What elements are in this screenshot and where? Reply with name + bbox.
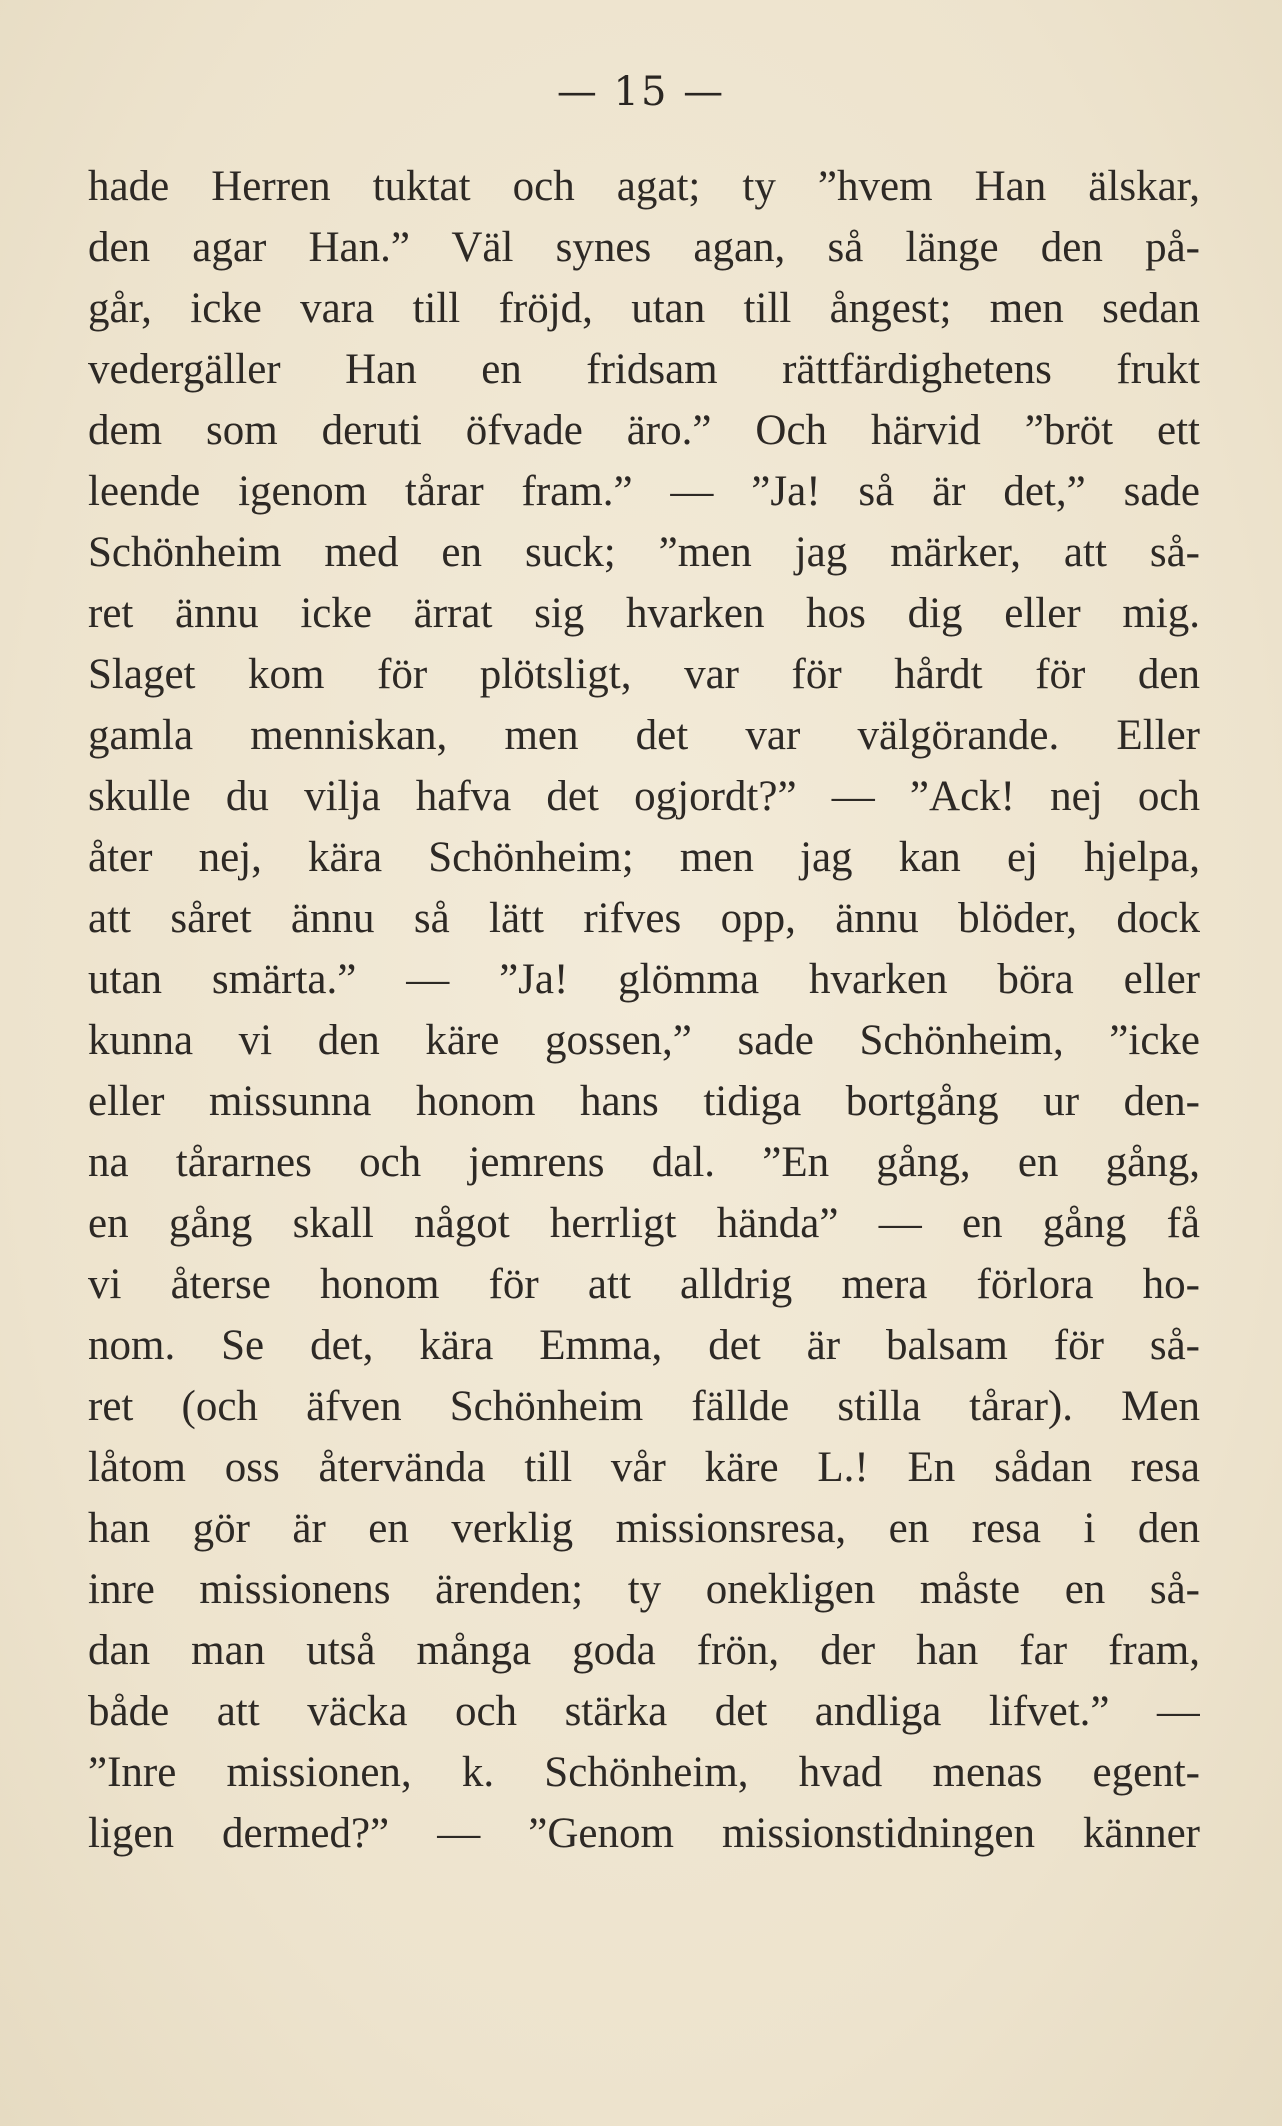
text-line-24: inre missionens ärenden; ty onekligen måste en så- xyxy=(88,1566,1200,1613)
text-line-18: en gång skall något herrligt hända” — en gång få xyxy=(88,1200,1200,1247)
page-number: — 15 — xyxy=(556,69,726,115)
text-line-25: dan man utså många goda frön, der han far fram, xyxy=(88,1627,1200,1674)
text-line-20: nom. Se det, kära Emma, det är balsam för så- xyxy=(88,1322,1200,1369)
text-line-5: dem som deruti öfvade äro.” Och härvid ”bröt ett xyxy=(88,407,1200,454)
text-line-17: na tårarnes och jemrens dal. ”En gång, en gång, xyxy=(88,1139,1200,1186)
text-line-7: Schönheim med en suck; ”men jag märker, att så- xyxy=(88,529,1200,576)
text-line-26: både att väcka och stärka det andliga lifvet.” — xyxy=(88,1688,1200,1735)
text-line-1: hade Herren tuktat och agat; ty ”hvem Han älskar, xyxy=(88,163,1200,210)
text-line-8: ret ännu icke ärrat sig hvarken hos dig eller mig. xyxy=(88,590,1200,637)
text-line-27: ”Inre missionen, k. Schönheim, hvad menas egent- xyxy=(88,1749,1200,1796)
text-line-16: eller missunna honom hans tidiga bortgång ur den- xyxy=(88,1078,1200,1125)
text-line-2: den agar Han.” Väl synes agan, så länge den på- xyxy=(88,224,1200,271)
text-line-11: skulle du vilja hafva det ogjordt?” — ”Ack! nej och xyxy=(88,773,1200,820)
text-line-15: kunna vi den käre gossen,” sade Schönheim, ”icke xyxy=(88,1017,1200,1064)
text-line-14: utan smärta.” — ”Ja! glömma hvarken böra eller xyxy=(88,956,1200,1003)
text-line-6: leende igenom tårar fram.” — ”Ja! så är det,” sade xyxy=(88,468,1200,515)
text-line-21: ret (och äfven Schönheim fällde stilla tårar). Men xyxy=(88,1383,1200,1430)
text-line-9: Slaget kom för plötsligt, var för hårdt för den xyxy=(88,651,1200,698)
text-line-10: gamla menniskan, men det var välgörande. Eller xyxy=(88,712,1200,759)
text-line-19: vi återse honom för att alldrig mera förlora ho- xyxy=(88,1261,1200,1308)
text-line-4: vedergäller Han en fridsam rättfärdighetens frukt xyxy=(88,346,1200,393)
text-line-22: låtom oss återvända till vår käre L.! En sådan resa xyxy=(88,1444,1200,1491)
text-line-12: åter nej, kära Schönheim; men jag kan ej hjelpa, xyxy=(88,834,1200,881)
body-text xyxy=(88,156,1200,1864)
text-line-3: går, icke vara till fröjd, utan till ångest; men sedan xyxy=(88,285,1200,332)
text-line-23: han gör är en verklig missionsresa, en resa i den xyxy=(88,1505,1200,1552)
text-line-13: att såret ännu så lätt rifves opp, ännu blöder, dock xyxy=(88,895,1200,942)
text-line-28: ligen dermed?” — ”Genom missionstidningen känner xyxy=(88,1810,1200,1857)
